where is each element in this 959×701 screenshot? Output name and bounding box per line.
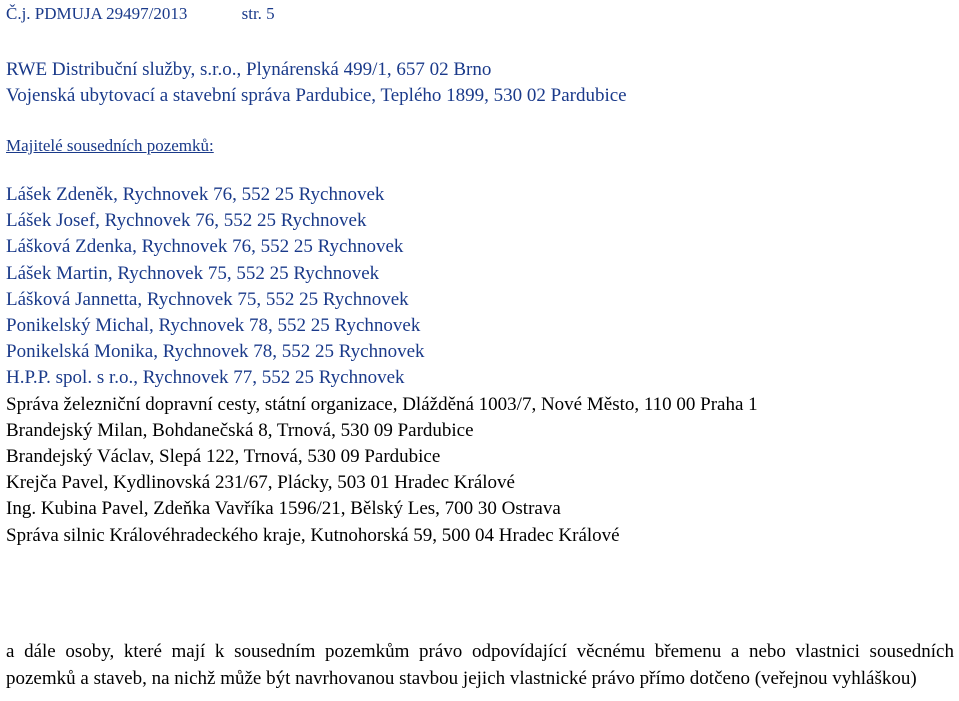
owner-item: Lášek Martin, Rychnovek 75, 552 25 Rychnovek [6,262,380,284]
owner-item: Lášek Josef, Rychnovek 76, 552 25 Rychnovek [6,210,367,232]
owner-item: Lášek Zdeněk, Rychnovek 76, 552 25 Rychnovek [6,184,385,205]
owner-item: H.P.P. spol. s r.o., Rychnovek 77, 552 25 Rychnovek [6,367,405,389]
case-reference: Č.j. PDMUJA 29497/2013 [6,4,188,23]
page-number: str. 5 [241,4,275,23]
owner-item: Lášková Jannetta, Rychnovek 75, 552 25 Rychnovek [6,288,409,310]
owner-item: Ponikelská Monika, Rychnovek 78, 552 25 Rychnovek [6,341,425,363]
owner-item: Brandejský Milan, Bohdanečská 8, Trnová, 530 09 Pardubice [6,419,474,441]
owner-item: Lášková Zdenka, Rychnovek 76, 552 25 Rychnovek [6,236,404,258]
owners-list [6,182,758,549]
party-line: RWE Distribuční služby, s.r.o., Plynárenská 499/1, 657 02 Brno [6,59,492,80]
page-header [6,4,275,24]
owner-item: Správa silnic Královéhradeckého kraje, Kutnohorská 59, 500 04 Hradec Králové [6,524,620,546]
closing-paragraph: a dále osoby, které mají k sousedním pozemkům právo odpovídající věcnému břemenu a nebo vlastnici sousedních pozemků a staveb, na nichž může být navrhovanou stavbou jejich vlastnické právo přímo dotčeno (veřejnou vyhláškou) [6,641,954,689]
owner-item: Krejča Pavel, Kydlinovská 231/67, Plácky, 503 01 Hradec Králové [6,472,515,494]
party-line: Vojenská ubytovací a stavební správa Pardubice, Teplého 1899, 530 02 Pardubice [6,85,627,106]
owner-item: Ing. Kubina Pavel, Zdeňka Vavříka 1596/21, Bělský Les, 700 30 Ostrava [6,498,561,520]
owner-item: Správa železniční dopravní cesty, státní organizace, Dlážděná 1003/7, Nové Město, 110 00 Praha 1 [6,393,758,415]
document-page [6,0,956,701]
owner-item: Ponikelský Michal, Rychnovek 78, 552 25 Rychnovek [6,315,421,337]
owners-heading: Majitelé sousedních pozemků: [6,136,214,155]
parties-block [6,57,627,109]
owner-item: Brandejský Václav, Slepá 122, Trnová, 530 09 Pardubice [6,446,441,468]
